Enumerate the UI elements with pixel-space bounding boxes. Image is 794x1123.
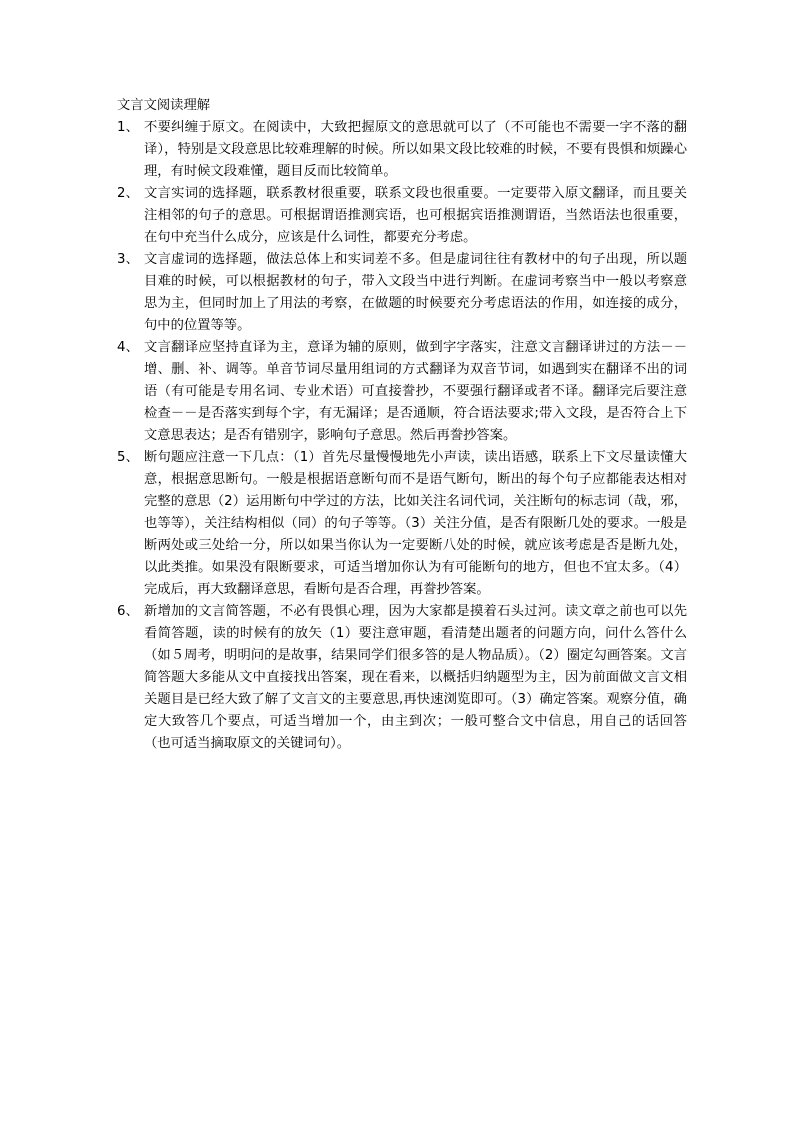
list-item [117, 249, 687, 337]
tips-list [117, 117, 687, 755]
item-number: 2、 [117, 186, 139, 201]
list-item [117, 117, 687, 183]
list-item [117, 337, 687, 447]
list-item [117, 601, 687, 755]
item-number: 1、 [117, 120, 139, 135]
item-text: 文言实词的选择题，联系教材很重要，联系文段也很重要。一定要带入原文翻译，而且要关注相邻的句子的意思。可根据谓语推测宾语，也可根据宾语推测谓语，当然语法也很重要，在句中充当什么成分，应该是什么词性，都要充分考虑。 [144, 186, 687, 245]
item-text: 断句题应注意一下几点：（1）首先尽量慢慢地先小声读，读出语感，联系上下文尽量读懂大意，根据意思断句。一般是根据语意断句而不是语气断句，断出的每个句子应都能表达相对完整的意思（2）运用断句中学过的方法，比如关注名词代词，关注断句的标志词（哉，邪，也等等），关注结构相似（同）的句子等等。（3）关注分值，是否有限断几处的要求。一般是断两处或三处给一分，所以如果当你认为一定要断八处的时候，就应该考虑是否是断九处，以此类推。如果没有限断要求，可适当增加你认为有可能断句的地方，但也不宜太多。（4）完成后，再大致翻译意思，看断句是否合理，再誊抄答案。 [144, 450, 687, 597]
item-number: 4、 [117, 340, 139, 355]
item-text: 不要纠缠于原文。在阅读中，大致把握原文的意思就可以了（不可能也不需要一字不落的翻译），特别是文段意思比较难理解的时候。所以如果文段比较难的时候，不要有畏惧和烦躁心理，有时候文段难懂，题目反而比较简单。 [144, 120, 687, 179]
list-item [117, 447, 687, 601]
item-number: 6、 [117, 604, 139, 619]
item-number: 3、 [117, 252, 139, 267]
document-body [117, 95, 687, 755]
item-text: 文言翻译应坚持直译为主，意译为辅的原则，做到字字落实，注意文言翻译讲过的方法－－增、删、补、调等。单音节词尽量用组词的方式翻译为双音节词，如遇到实在翻译不出的词语（有可能是专用名词、专业术语）可直接誊抄，不要强行翻译或者不译。翻译完后要注意检查－－是否落实到每个字，有无漏译；是否通顺，符合语法要求;带入文段，是否符合上下文意思表达；是否有错别字，影响句子意思。然后再誊抄答案。 [144, 340, 687, 443]
document-title: 文言文阅读理解 [117, 98, 211, 113]
list-item [117, 183, 687, 249]
item-number: 5、 [117, 450, 139, 465]
item-text: 文言虚词的选择题，做法总体上和实词差不多。但是虚词往往有教材中的句子出现，所以题目难的时候，可以根据教材的句子，带入文段当中进行判断。在虚词考察当中一般以考察意思为主，但同时加上了用法的考察，在做题的时候要充分考虑语法的作用，如连接的成分，句中的位置等等。 [144, 252, 687, 333]
item-text: 新增加的文言简答题，不必有畏惧心理，因为大家都是摸着石头过河。读文章之前也可以先看简答题，读的时候有的放矢（1）要注意审题，看清楚出题者的问题方向，问什么答什么（如５周考，明明问的是故事，结果同学们很多答的是人物品质）。（2）圈定勾画答案。文言简答题大多能从文中直接找出答案，现在看来，以概括归纳题型为主，因为前面做文言文相关题目是已经大致了解了文言文的主要意思,再快速浏览即可。（3）确定答案。观察分值，确定大致答几个要点，可适当增加一个，由主到次；一般可整合文中信息，用自己的话回答（也可适当摘取原文的关键词句）。 [144, 604, 687, 751]
